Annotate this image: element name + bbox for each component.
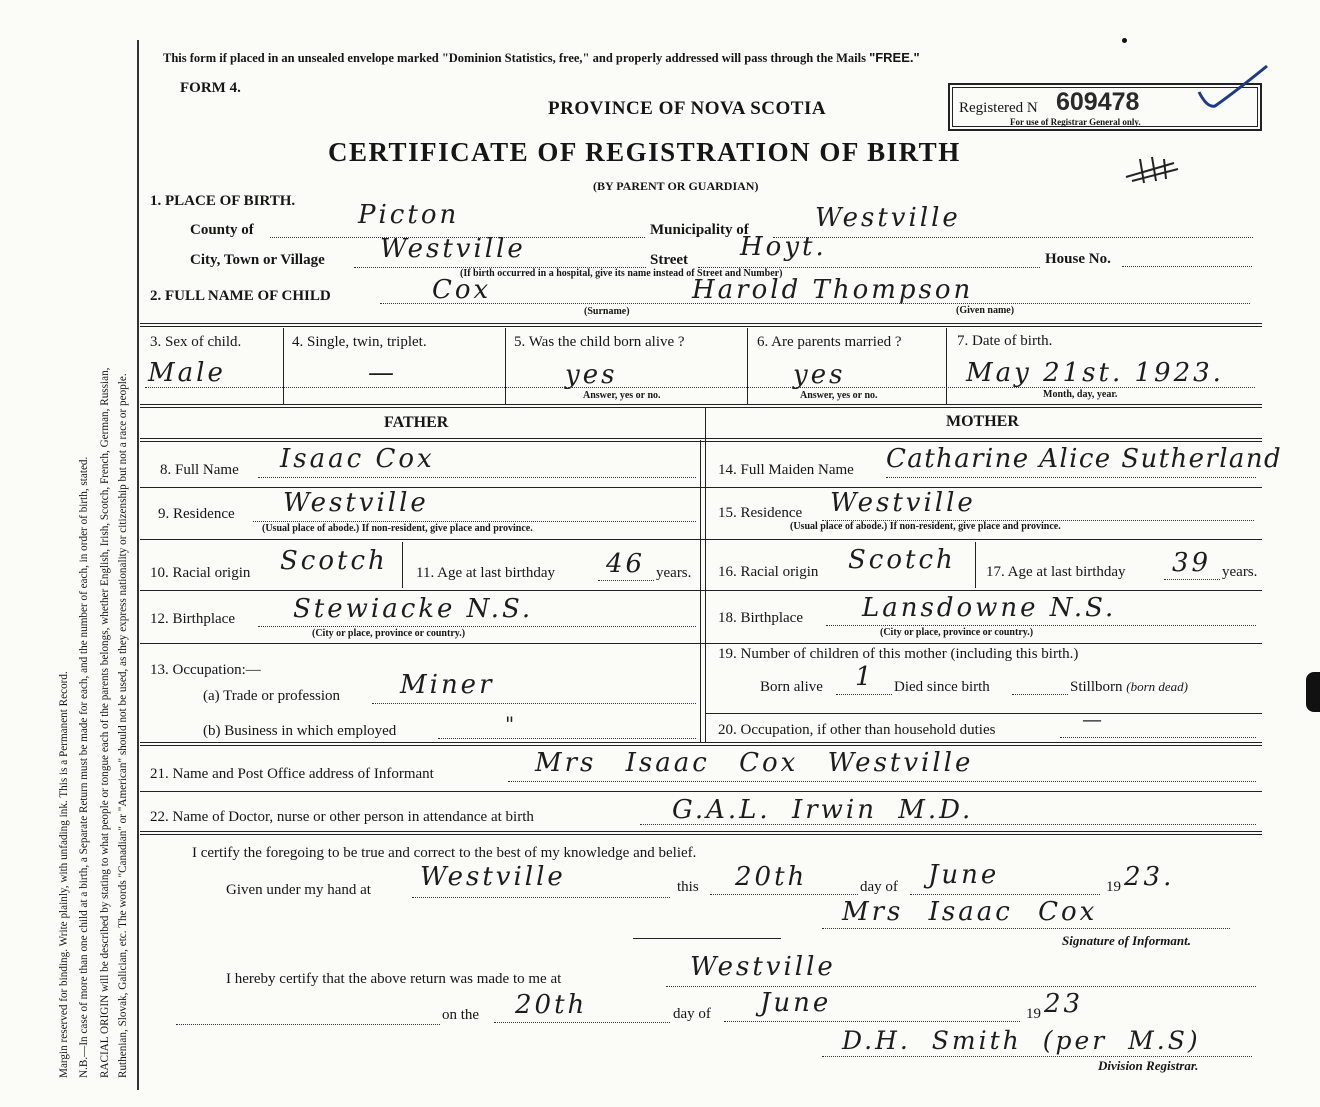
col-divider-4-5 bbox=[505, 328, 506, 404]
certificate-subtitle: (BY PARENT OR GUARDIAN) bbox=[593, 179, 759, 193]
mother-residence-note: (Usual place of abode.) If non-resident, give place and province. bbox=[790, 521, 1061, 532]
child-name-label: 2. FULL NAME OF CHILD bbox=[150, 288, 331, 304]
doctor-label: 22. Name of Doctor, nurse or other person in attendance at birth bbox=[150, 809, 534, 825]
mother-birthplace-line bbox=[826, 625, 1256, 626]
given-month-line bbox=[910, 894, 1100, 895]
informant-signature-label: Signature of Informant. bbox=[1062, 933, 1191, 948]
street-label: Street bbox=[650, 252, 689, 268]
margin-line-2: N.B.—In case of more than one child at a birth, a Separate Return must be made for each, and the number of each, in order of birth, stated. bbox=[78, 456, 90, 1078]
died-since-birth-label: Died since birth bbox=[894, 679, 990, 695]
father-name-label: 8. Full Name bbox=[160, 462, 239, 478]
binding-hole-mark bbox=[1306, 672, 1320, 712]
city-label: City, Town or Village bbox=[190, 252, 325, 268]
father-heading: FATHER bbox=[384, 414, 449, 431]
mother-birthplace-value: Lansdowne N.S. bbox=[862, 593, 1117, 623]
mail-notice bbox=[163, 50, 920, 66]
house-number-line bbox=[1122, 266, 1252, 267]
given-day-of-label: day of bbox=[860, 879, 898, 895]
father-business-label: (b) Business in which employed bbox=[203, 723, 397, 739]
mother-heading: MOTHER bbox=[946, 413, 1019, 430]
county-label: County of bbox=[190, 222, 254, 238]
divider-line-3 bbox=[140, 742, 1262, 746]
place-of-birth-label: 1. PLACE OF BIRTH. bbox=[150, 193, 296, 209]
child-surname: Cox bbox=[432, 275, 492, 305]
informant-signature-line bbox=[822, 928, 1230, 929]
registrar-month-line bbox=[724, 1021, 1020, 1022]
father-mother-divider-a bbox=[700, 440, 701, 742]
father-birthplace-note: (City or place, province or country.) bbox=[312, 628, 466, 639]
check-mark-icon bbox=[1195, 62, 1270, 114]
heading-underline bbox=[140, 438, 1262, 442]
hospital-note: (If birth occurred in a hospital, give its name instead of Street and Number) bbox=[460, 268, 783, 279]
stillborn-label bbox=[1070, 679, 1188, 696]
house-number-label: House No. bbox=[1045, 251, 1111, 267]
registrar-signature-label: Division Registrar. bbox=[1098, 1058, 1199, 1073]
father-residence-line bbox=[253, 521, 696, 522]
father-years-label: years. bbox=[656, 565, 692, 581]
registrar-statement: I hereby certify that the above return was made to me at bbox=[226, 971, 562, 987]
county-value: Picton bbox=[358, 200, 460, 230]
row20-divider-mother bbox=[705, 713, 1262, 714]
margin-line-1: Margin reserved for binding. Write plainly, with unfading ink. This is a Permanent Record. bbox=[58, 671, 70, 1078]
this-label: this bbox=[677, 879, 699, 895]
born-alive-count-label: Born alive bbox=[760, 679, 823, 695]
informant-line bbox=[508, 781, 1256, 782]
father-residence-note: (Usual place of abode.) If non-resident, give place and province. bbox=[262, 523, 533, 534]
father-name-value: Isaac Cox bbox=[280, 444, 435, 474]
father-age-label: 11. Age at last birthday bbox=[416, 565, 555, 581]
divider-line-4 bbox=[140, 831, 1262, 835]
stillborn-note: (born dead) bbox=[1126, 679, 1189, 694]
binding-margin-rule bbox=[137, 40, 139, 1090]
mother-birthplace-label: 18. Birthplace bbox=[718, 610, 803, 626]
born-alive-count-value: 1 bbox=[855, 662, 875, 692]
municipality-value: Westville bbox=[815, 203, 961, 233]
father-residence-label: 9. Residence bbox=[158, 506, 235, 522]
registrar-place-line bbox=[666, 986, 1256, 987]
dob-value: May 21st. 1923. bbox=[966, 358, 1224, 388]
born-alive-value: yes bbox=[565, 360, 618, 390]
registrar-signature: D.H. Smith (per M.S) bbox=[842, 1026, 1201, 1055]
mother-name-value: Catharine Alice Sutherland bbox=[886, 444, 1283, 474]
plurality-label: 4. Single, twin, triplet. bbox=[292, 334, 427, 350]
informant-label: 21. Name and Post Office address of Informant bbox=[150, 766, 434, 782]
registered-number: 609478 bbox=[1056, 88, 1140, 116]
form-number: FORM 4. bbox=[180, 80, 241, 96]
row21-divider bbox=[140, 791, 1262, 792]
registered-label: Registered N bbox=[959, 100, 1038, 116]
child-given-name: Harold Thompson bbox=[692, 275, 974, 305]
registrar-day-of-label: day of bbox=[673, 1006, 711, 1022]
parents-married-value: yes bbox=[793, 360, 846, 390]
father-age-value: 46 bbox=[606, 549, 646, 579]
mother-racial-label: 16. Racial origin bbox=[718, 564, 819, 580]
given-place-line bbox=[412, 897, 670, 898]
given-name-note: (Given name) bbox=[956, 305, 1015, 316]
mother-residence-label: 15. Residence bbox=[718, 505, 803, 521]
mother-occupation-label: 20. Occupation, if other than household duties bbox=[718, 722, 996, 738]
father-birthplace-line bbox=[258, 626, 696, 627]
registrar-place-value: Westville bbox=[690, 952, 836, 982]
mother-name-label: 14. Full Maiden Name bbox=[718, 462, 854, 478]
divider-line-1 bbox=[140, 323, 1262, 327]
registrar-on-the-label: on the bbox=[442, 1007, 480, 1023]
mother-age-value: 39 bbox=[1172, 548, 1212, 578]
died-since-birth-line bbox=[1012, 694, 1068, 695]
father-racial-value: Scotch bbox=[280, 546, 388, 576]
father-birthplace-label: 12. Birthplace bbox=[150, 611, 235, 627]
street-value: Hoyt. bbox=[740, 232, 827, 262]
registrar-day-line bbox=[494, 1022, 670, 1023]
certify-statement: I certify the foregoing to be true and correct to the best of my knowledge and belief. bbox=[192, 845, 697, 861]
given-year-suffix: 23. bbox=[1124, 862, 1175, 892]
mother-age-line bbox=[1164, 579, 1220, 580]
given-day-line bbox=[710, 894, 858, 895]
mother-occupation-value: — bbox=[1082, 707, 1105, 731]
racial-age-divider-father bbox=[402, 542, 403, 588]
doctor-value: G.A.L. Irwin M.D. bbox=[672, 795, 974, 825]
registrar-month-value: June bbox=[760, 988, 832, 1018]
registrar-note: For use of Registrar General only. bbox=[1010, 117, 1141, 127]
mail-notice-text: This form if placed in an unsealed envelope marked "Dominion Statistics, free," and properly addressed will pass through the Mails bbox=[163, 51, 866, 65]
mother-occupation-line bbox=[1060, 737, 1256, 738]
municipality-line bbox=[773, 237, 1253, 238]
dob-label: 7. Date of birth. bbox=[957, 333, 1053, 349]
given-day-value: 20th bbox=[735, 862, 808, 892]
mother-children-label: 19. Number of children of this mother (including this birth.) bbox=[718, 646, 1079, 662]
father-mother-divider-b bbox=[705, 408, 706, 742]
mail-notice-free: "FREE." bbox=[869, 50, 920, 65]
registrar-year-suffix: 23 bbox=[1044, 989, 1084, 1019]
dot-mark bbox=[1122, 38, 1127, 43]
father-trade-value: Miner bbox=[400, 670, 495, 700]
row9-divider bbox=[140, 539, 1262, 540]
sex-label: 3. Sex of child. bbox=[150, 334, 242, 350]
divider-line-2 bbox=[140, 404, 1262, 408]
row10-divider bbox=[140, 590, 1262, 591]
born-alive-note: Answer, yes or no. bbox=[583, 390, 661, 401]
father-residence-value: Westville bbox=[283, 488, 429, 518]
mother-birthplace-note: (City or place, province or country.) bbox=[880, 627, 1034, 638]
given-month-value: June bbox=[928, 860, 1000, 890]
father-birthplace-value: Stewiacke N.S. bbox=[293, 594, 534, 624]
born-alive-label: 5. Was the child born alive ? bbox=[514, 334, 685, 350]
father-trade-line bbox=[372, 703, 696, 704]
city-value: Westville bbox=[380, 234, 526, 264]
col-divider-3-4 bbox=[283, 328, 284, 404]
father-name-line bbox=[258, 477, 696, 478]
margin-line-4: Ruthenian, Slovak, Galician, etc. The words "Canadian" or "American" should not be used, as they express nationality or citizenship but not a race or people. bbox=[117, 373, 129, 1078]
born-alive-count-line bbox=[836, 694, 892, 695]
registrar-lead-line bbox=[176, 1024, 440, 1025]
province-heading: PROVINCE OF NOVA SCOTIA bbox=[548, 98, 827, 119]
registrar-year-prefix: 19 bbox=[1026, 1006, 1041, 1022]
scribble-mark-icon bbox=[1122, 155, 1182, 185]
father-racial-label: 10. Racial origin bbox=[150, 565, 251, 581]
father-business-value: " bbox=[505, 712, 518, 736]
father-occupation-label: 13. Occupation:— bbox=[150, 662, 261, 678]
father-age-line bbox=[598, 580, 654, 581]
separator-rule bbox=[633, 938, 781, 939]
row12-divider bbox=[140, 643, 1262, 644]
father-trade-label: (a) Trade or profession bbox=[203, 688, 341, 704]
given-at-label: Given under my hand at bbox=[226, 882, 371, 898]
col-divider-6-7 bbox=[946, 328, 947, 404]
dob-note: Month, day, year. bbox=[1043, 389, 1118, 400]
mother-racial-value: Scotch bbox=[848, 545, 956, 575]
row3-base-line bbox=[145, 387, 1255, 388]
informant-signature: Mrs Isaac Cox bbox=[842, 897, 1098, 927]
father-business-line bbox=[438, 738, 696, 739]
given-place-value: Westville bbox=[420, 862, 566, 892]
parents-married-note: Answer, yes or no. bbox=[800, 390, 878, 401]
municipality-label: Municipality of bbox=[650, 222, 749, 238]
col-divider-5-6 bbox=[747, 328, 748, 404]
surname-note: (Surname) bbox=[584, 306, 630, 317]
mother-years-label: years. bbox=[1222, 564, 1258, 580]
stillborn-text: Stillborn bbox=[1070, 679, 1123, 695]
plurality-value: — bbox=[368, 358, 397, 388]
parents-married-label: 6. Are parents married ? bbox=[757, 334, 902, 350]
mother-residence-value: Westville bbox=[830, 488, 976, 518]
mother-age-label: 17. Age at last birthday bbox=[986, 564, 1126, 580]
given-year-prefix: 19 bbox=[1106, 879, 1121, 895]
registrar-signature-line bbox=[822, 1056, 1252, 1057]
racial-age-divider-mother bbox=[975, 542, 976, 588]
margin-line-3: RACIAL ORIGIN will be described by stating to what people or tongue each of the parents belongs, whether English, Irish, Scotch, French, German, Russian, bbox=[99, 367, 111, 1078]
mother-name-line bbox=[886, 477, 1256, 478]
informant-value: Mrs Isaac Cox Westville bbox=[535, 748, 974, 778]
certificate-title: CERTIFICATE OF REGISTRATION OF BIRTH bbox=[328, 137, 961, 167]
registrar-day-value: 20th bbox=[515, 990, 588, 1020]
sex-value: Male bbox=[148, 358, 226, 388]
